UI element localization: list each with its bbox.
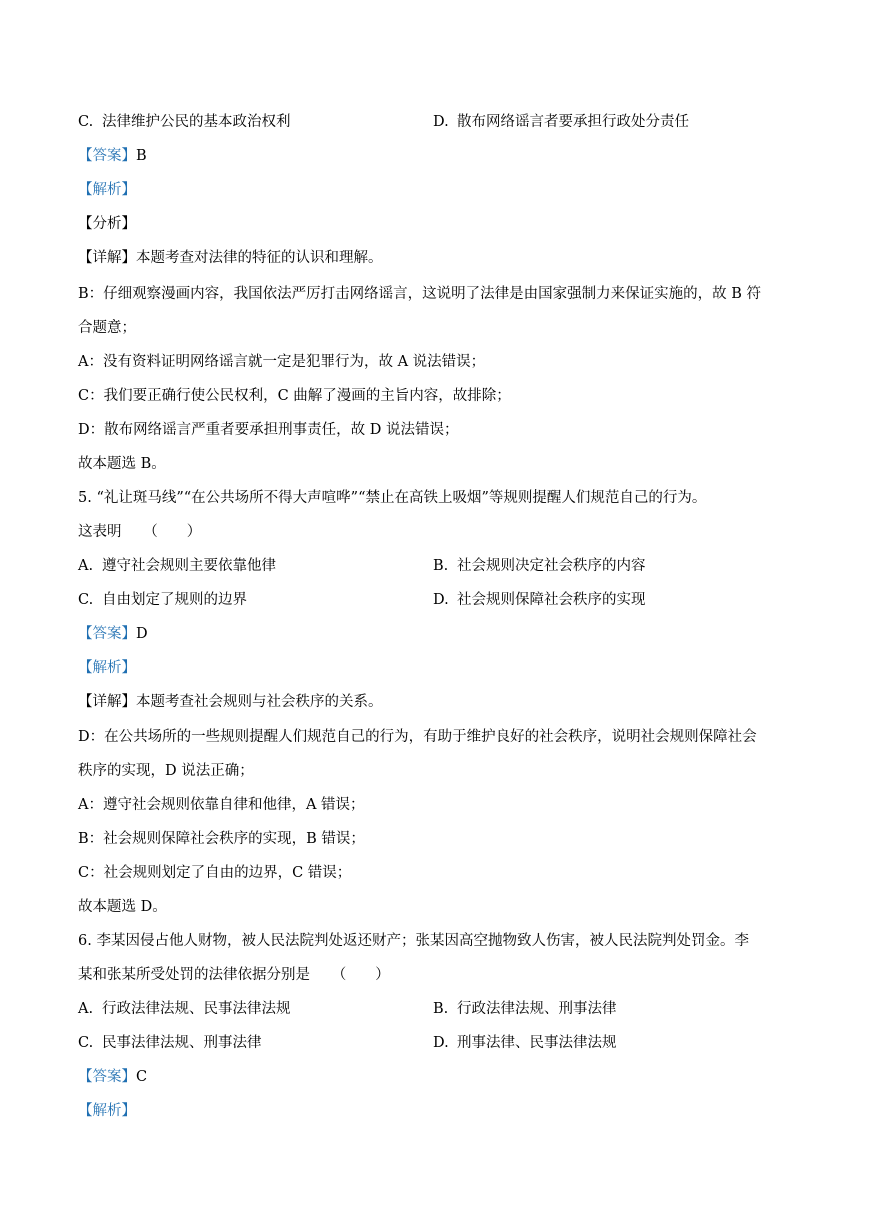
q5-option-d <box>433 590 646 610</box>
q5-option-b <box>433 556 646 576</box>
detail-tag: 【详解】 <box>78 694 136 710</box>
q5-stem-line: 这表明 （ ） <box>78 524 202 540</box>
q4-answer <box>78 146 147 166</box>
analysis-tag: 【解析】 <box>78 660 136 676</box>
option-letter: C. <box>78 114 94 130</box>
answer-tag: 【答案】 <box>78 626 136 642</box>
option-text: 法律维护公民的基本政治权利 <box>102 114 291 130</box>
detail-text: 本题考查社会规则与社会秩序的关系。 <box>136 694 383 710</box>
q5-explain-line: B：社会规则保障社会秩序的实现，B 错误； <box>78 831 365 847</box>
q5-option-a <box>78 556 276 576</box>
q6-option-a <box>78 999 291 1019</box>
q5-analysis-heading <box>78 658 136 678</box>
option-text: 行政法律法规、刑事法律 <box>457 1001 617 1017</box>
q4-analysis-heading <box>78 180 136 200</box>
q6-stem-line: 某和张某所受处罚的法律依据分别是 （ ） <box>78 967 390 983</box>
q5-option-c <box>78 590 247 610</box>
q6-answer <box>78 1067 147 1087</box>
q6-option-c <box>78 1033 262 1053</box>
answer-value: D <box>136 626 148 642</box>
q5-stem-line: 5. “礼让斑马线”“在公共场所不得大声喧哗”“禁止在高铁上吸烟”等规则提醒人们规范自己的行为。 <box>78 490 707 506</box>
answer-value: B <box>136 148 147 164</box>
analysis-tag: 【解析】 <box>78 182 136 198</box>
detail-tag: 【详解】 <box>78 250 136 266</box>
option-letter: B. <box>433 558 449 574</box>
option-letter: B. <box>433 1001 449 1017</box>
q4-explain-line: A：没有资料证明网络谣言就一定是犯罪行为，故 A 说法错误； <box>78 354 486 370</box>
q5-explain-line: 秩序的实现，D 说法正确； <box>78 763 254 779</box>
option-text: 社会规则保障社会秩序的实现 <box>457 592 646 608</box>
q4-option-c <box>78 112 291 132</box>
detail-text: 本题考查对法律的特征的认识和理解。 <box>136 250 383 266</box>
option-letter: D. <box>433 114 449 130</box>
q4-fenxi-heading <box>78 214 136 234</box>
q6-option-d <box>433 1033 617 1053</box>
answer-tag: 【答案】 <box>78 148 136 164</box>
answer-tag: 【答案】 <box>78 1069 136 1085</box>
q4-conclusion: 故本题选 B。 <box>78 456 166 472</box>
q4-explain-line: C：我们要正确行使公民权利，C 曲解了漫画的主旨内容，故排除； <box>78 388 511 404</box>
q5-explain-line: D：在公共场所的一些规则提醒人们规范自己的行为，有助于维护良好的社会秩序，说明社会规则保障社会 <box>78 729 757 745</box>
q5-explain-line: A：遵守社会规则依靠自律和他律，A 错误； <box>78 797 365 813</box>
option-letter: A. <box>78 558 94 574</box>
option-letter: A. <box>78 1001 94 1017</box>
option-text: 行政法律法规、民事法律法规 <box>102 1001 291 1017</box>
option-text: 散布网络谣言者要承担行政处分责任 <box>457 114 689 130</box>
q5-answer <box>78 624 148 644</box>
q5-detail <box>78 692 383 712</box>
q4-option-d <box>433 112 689 132</box>
q4-detail <box>78 248 383 268</box>
q4-explain-line: B：仔细观察漫画内容，我国依法严厉打击网络谣言，这说明了法律是由国家强制力来保证实施的，故 B 符 <box>78 286 762 302</box>
q4-explain-line: 合题意； <box>78 320 136 336</box>
analysis-tag: 【解析】 <box>78 1103 136 1119</box>
q6-option-b <box>433 999 617 1019</box>
q6-stem-line: 6. 李某因侵占他人财物，被人民法院判处返还财产；张某因高空抛物致人伤害，被人民法院判处罚金。李 <box>78 933 749 949</box>
option-letter: D. <box>433 592 449 608</box>
fenxi-tag: 【分析】 <box>78 216 136 232</box>
option-text: 刑事法律、民事法律法规 <box>457 1035 617 1051</box>
answer-value: C <box>136 1069 148 1085</box>
option-letter: C. <box>78 592 94 608</box>
option-letter: D. <box>433 1035 449 1051</box>
q4-explain-line: D：散布网络谣言严重者要承担刑事责任，故 D 说法错误； <box>78 422 459 438</box>
q5-conclusion: 故本题选 D。 <box>78 899 167 915</box>
option-letter: C. <box>78 1035 94 1051</box>
option-text: 社会规则决定社会秩序的内容 <box>457 558 646 574</box>
q6-analysis-heading <box>78 1101 136 1121</box>
q5-explain-line: C：社会规则划定了自由的边界，C 错误； <box>78 865 352 881</box>
option-text: 自由划定了规则的边界 <box>102 592 247 608</box>
option-text: 民事法律法规、刑事法律 <box>102 1035 262 1051</box>
option-text: 遵守社会规则主要依靠他律 <box>102 558 276 574</box>
